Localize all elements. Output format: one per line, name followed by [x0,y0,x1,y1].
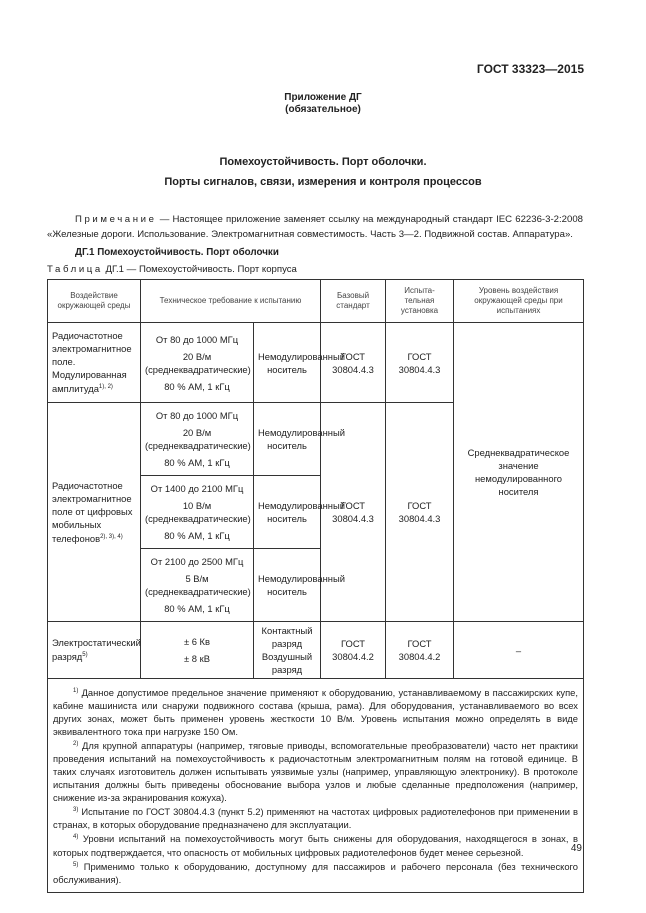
immunity-table [47,279,584,893]
base-cell: ГОСТ 30804.4.3 [321,403,386,622]
setup-cell: ГОСТ 30804.4.3 [386,403,454,622]
footnote-ref: 2), 3), 4) [100,533,123,540]
req-line: 80 % АМ, 1 кГц [164,380,230,392]
req-line: 80 % АМ, 1 кГц [164,530,230,541]
footnote [53,859,578,886]
doc-title-line1: Помехоустойчивость. Порт оболочки. [219,156,427,168]
header-level: Уровень воздействия окружающей среды при испытаниях [454,280,584,323]
table-row [48,323,584,403]
requirement-cell [141,622,254,679]
footnote-text: Для крупной аппаратуры (например, тяговые приводы, вспомогательные преобразователи) часто нет практики проведения испытаний на помехоустойчивость к радиочастотным электромагнитным полям на готовой единице. В таких случаях изготовитель должен испытывать уязвимые узлы (например, управляющую электронику). В протоколе испытания должны быть приведены обоснование выбора узлов и любые сделанные предположения (например, снижение из-за экранирования кожуха). [53,740,578,804]
requirement-cell [141,549,254,622]
footnote-mark: 3) [73,807,79,814]
req-line: От 80 до 1000 МГц [155,410,239,421]
carrier-cell: Немодулированный носитель [254,476,321,549]
footnote [53,804,578,831]
req-line: От 1400 до 2100 МГц [150,483,244,494]
note-paragraph [47,212,583,242]
footnote-mark: 1) [73,688,79,694]
appendix-status: (обязательное) [285,104,361,115]
requirement-cell [141,403,254,476]
requirement-cell [141,323,254,403]
req-line: ± 6 Кв [183,636,210,647]
footnotes-cell [48,679,584,893]
env-text: Радиочастотное электромагнитное поле от цифровых мобильных телефонов [52,479,133,545]
footnote-mark: 2) [73,741,79,748]
caption-label: Таблица [47,264,103,275]
appendix-title: Приложение ДГ [284,92,362,103]
table-row [48,622,584,679]
carrier-cell [254,622,321,679]
env-cell [48,403,141,622]
req-line: 10 В/м (среднеквадратические) [145,500,251,524]
table-header-row [48,280,584,323]
setup-cell: ГОСТ 30804.4.2 [386,622,454,679]
req-line: 20 В/м (среднеквадратические) [145,350,251,375]
footnote-ref: 1), 2) [98,384,113,391]
footnote-text: Уровни испытаний на помехоустойчивость могут быть снижены для оборудования, находящегося в зонах, в которых подтверждается, что опасность от мобильных цифровых радиотелефонов будет менее серьезной. [53,833,578,858]
carrier-cell: Немодулированный носитель [254,403,321,476]
footnote-mark: 4) [73,834,79,841]
carrier-line: Контактный разряд [261,625,313,649]
doc-title-line2: Порты сигналов, связи, измерения и контроля процессов [164,176,482,188]
carrier-cell: Немодулированный носитель [254,323,321,403]
footnote [53,831,578,858]
footnote-text: Данное допустимое предельное значение применяют к оборудованию, устанавливаемому в пассажирских купе, кабине машиниста или снаружи подвижного состава (крыша, рама). Для оборудования, устанавливаемого во всех других зонах, может быть применен уровень жесткости 10 В/м. Уровень испытания можно определять в виде эквивалентного тока при нагрузке 150 Ом. [53,687,578,738]
standard-number: ГОСТ 33323—2015 [476,62,584,76]
header-env: Воздействие окружающей среды [48,280,141,323]
env-cell [48,622,141,679]
level-cell: – [454,622,584,679]
base-cell: ГОСТ 30804.4.2 [321,622,386,679]
req-line: От 80 до 1000 МГц [155,333,239,345]
header-requirement: Техническое требование к испытанию [141,280,321,323]
footnote-text: Применимо только к оборудованию, доступному для пассажиров и рабочего персонала (без технического обслуживания). [53,860,578,885]
req-line: 20 В/м (среднеквадратические) [145,427,251,451]
footnote [53,685,578,738]
footnotes-row [48,679,584,893]
footnote-ref: 5) [82,652,88,659]
header-setup: Испыта-тельная установка [386,280,454,323]
env-text: Радиочастотное электромагнитное поле. Модулированная амплитуда [52,330,132,395]
req-line: 5 В/м (среднеквадратические) [145,573,251,597]
setup-cell: ГОСТ 30804.4.3 [386,323,454,403]
req-line: От 2100 до 2500 МГц [150,556,244,567]
table-caption [47,264,297,275]
req-line: 80 % АМ, 1 кГц [164,603,230,614]
caption-text: ДГ.1 — Помехоустойчивость. Порт корпуса [102,264,297,275]
requirement-cell [141,476,254,549]
carrier-cell: Немодулированный носитель [254,549,321,622]
note-label: Примечание [75,214,157,225]
footnote-mark: 5) [73,861,79,868]
page-number: 49 [570,843,582,854]
base-cell: ГОСТ 30804.4.3 [321,323,386,403]
header-base: Базовый стандарт [321,280,386,323]
req-line: 80 % АМ, 1 кГц [164,457,230,468]
env-cell [48,323,141,403]
level-cell: Среднеквадратическое значение немодулированного носителя [454,323,584,622]
env-text: Электростатический разряд [52,637,141,663]
footnote [53,738,578,804]
note-text: — Настоящее приложение заменяет ссылку на международный стандарт IEC 62236-3-2:2008 «Железные дороги. Использование. Электромагнитная совместимость. Часть 3—2. Подвижной состав. Аппаратура». [47,214,583,240]
footnote-text: Испытание по ГОСТ 30804.4.3 (пункт 5.2) применяют на частотах цифровых радиотелефонов при применении в странах, в которых оборудование предназначено для эксплуатации. [53,806,578,831]
carrier-line: Воздушный разряд [261,651,313,675]
section-heading: ДГ.1 Помехоустойчивость. Порт оболочки [75,247,279,258]
req-line: ± 8 кВ [184,653,210,664]
